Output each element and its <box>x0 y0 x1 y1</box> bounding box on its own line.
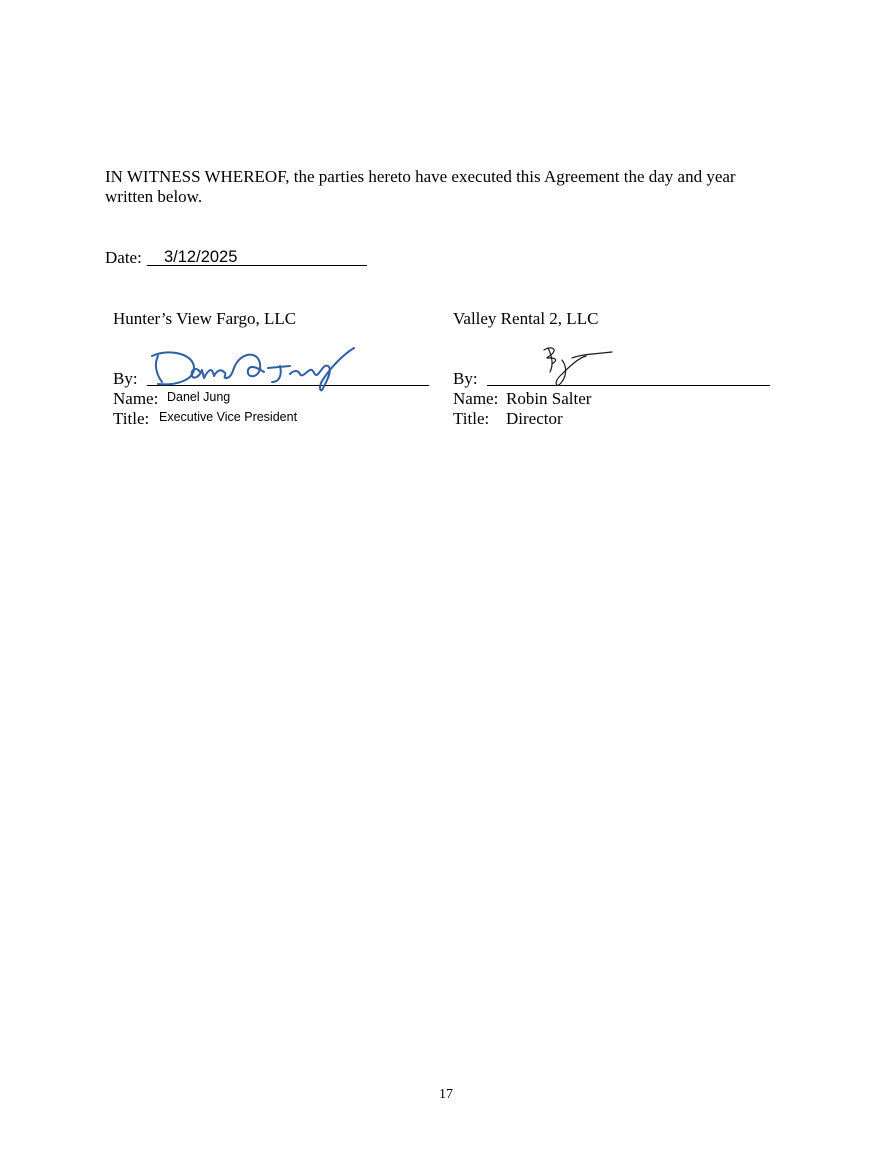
left-party-company: Hunter’s View Fargo, LLC <box>113 309 297 328</box>
right-title-label: Title: <box>453 409 490 428</box>
right-title-value: Director <box>506 409 563 428</box>
right-name-value: Robin Salter <box>506 389 592 408</box>
date-value: 3/12/2025 <box>164 248 238 266</box>
witness-clause: IN WITNESS WHEREOF, the parties hereto have executed this Agreement the day and year written below. <box>105 167 736 206</box>
left-name-value: Danel Jung <box>167 390 231 404</box>
right-party-company: Valley Rental 2, LLC <box>453 309 599 328</box>
date-label: Date: <box>105 248 142 267</box>
left-signature-image <box>150 342 365 392</box>
right-name-label: Name: <box>453 389 499 408</box>
page-number: 17 <box>439 1087 453 1102</box>
right-by-label: By: <box>453 369 478 388</box>
left-title-value: Executive Vice President <box>159 410 298 424</box>
left-name-label: Name: <box>113 389 159 408</box>
left-title-label: Title: <box>113 409 150 428</box>
date-underline <box>147 265 367 266</box>
left-by-label: By: <box>113 369 138 388</box>
right-signature-image <box>538 344 616 388</box>
right-signature-line <box>487 385 770 386</box>
